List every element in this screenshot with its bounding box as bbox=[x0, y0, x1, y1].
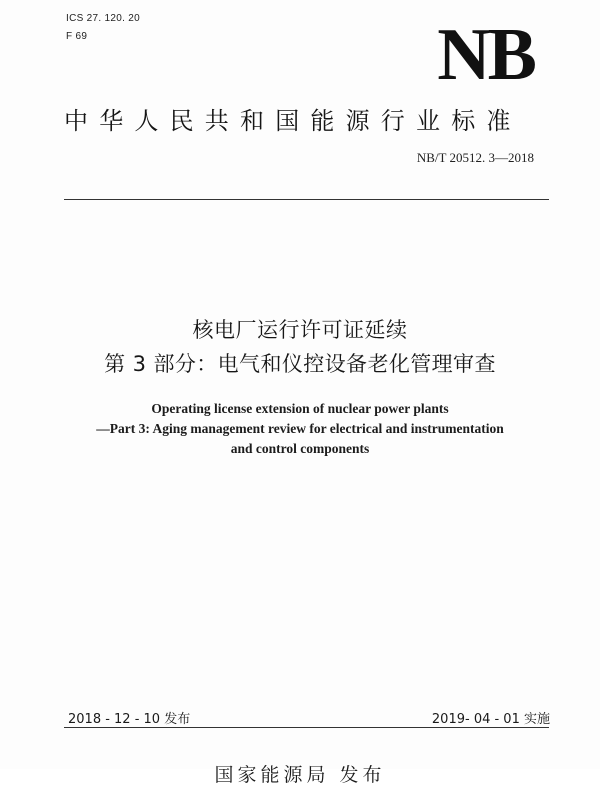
nb-logo: NB bbox=[437, 14, 534, 96]
english-title-line-3: and control components bbox=[230, 441, 370, 456]
standard-number: NB/T 20512. 3—2018 bbox=[416, 150, 534, 165]
english-title-line-2: —Part 3: Aging management review for electrical and instrumentation bbox=[96, 421, 504, 436]
chinese-title-line-2: 第 3 部分：电气和仪控设备老化管理审查 bbox=[104, 352, 496, 376]
issuing-authority: 国家能源局 发布 bbox=[214, 764, 386, 786]
bottom-divider bbox=[64, 727, 549, 728]
issue-date: 2018 - 12 - 10 发布 bbox=[68, 712, 191, 727]
ccs-code: F 69 bbox=[66, 31, 88, 42]
ics-code: ICS 27. 120. 20 bbox=[66, 13, 140, 24]
top-divider bbox=[64, 199, 549, 200]
standard-category-title: 中华人民共和国能源行业标准 bbox=[64, 107, 522, 135]
english-title-line-1: Operating license extension of nuclear power plants bbox=[151, 401, 449, 416]
implementation-date: 2019- 04 - 01 实施 bbox=[431, 712, 550, 727]
chinese-title-line-1: 核电厂运行许可证延续 bbox=[192, 318, 408, 342]
